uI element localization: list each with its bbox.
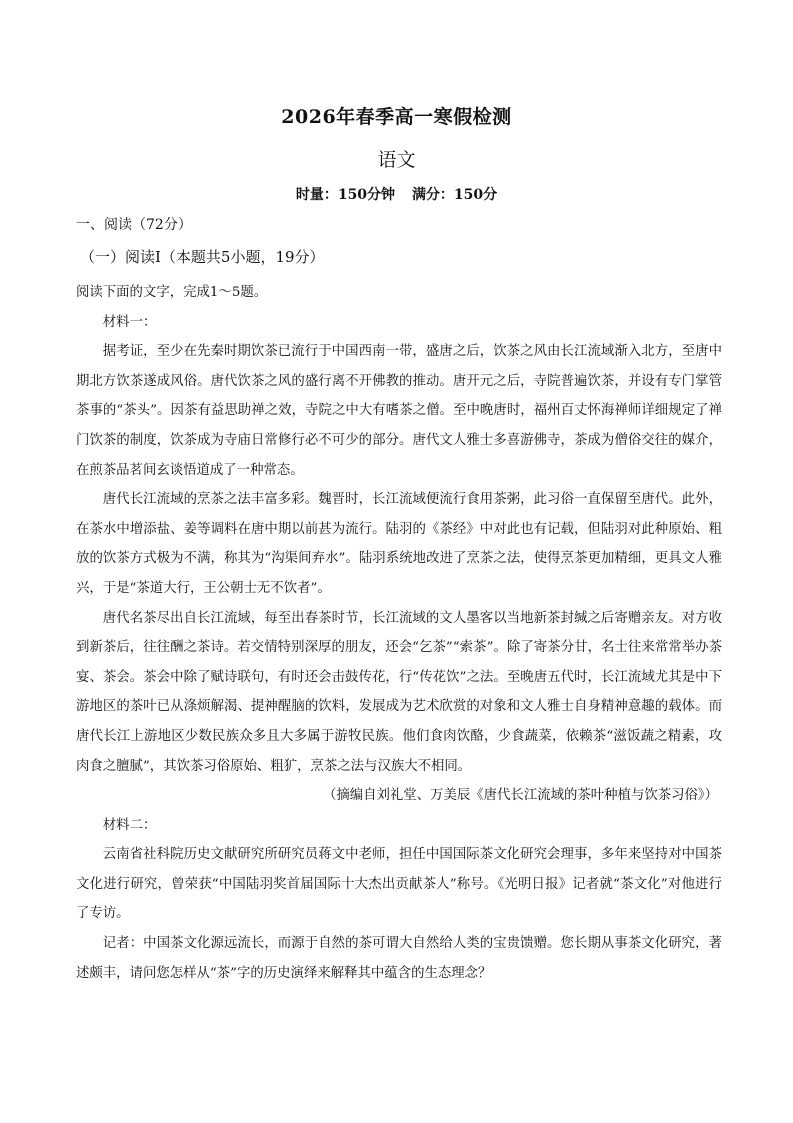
reading-instruction: 阅读下面的文字，完成1～5题。 xyxy=(76,285,268,300)
subsection-heading: （一）阅读Ⅰ（本题共5小题，19分） xyxy=(80,248,325,266)
material-paragraph: 据考证，至少在先秦时期饮茶已流行于中国西南一带，盛唐之后，饮茶之风由长江流域渐入北方，至唐中期北方饮茶遂成风俗。唐代饮茶之风的盛行离不开佛教的推动。唐开元之后，寺院普遍饮茶，并设有专门掌管茶事的“茶头”。因茶有益思助禅之效，寺院之中大有嗜茶之僧。至中晚唐时，福州百丈怀海禅师详细规定了禅门饮茶的制度，饮茶成为寺庙日常修行必不可少的部分。唐代文人雅士多喜游佛寺，茶成为僧俗交往的媒介，在煎茶品茗间玄谈悟道成了一种常态。 xyxy=(76,344,722,478)
material-paragraph: 唐代名茶尽出自长江流域，每至出春茶时节，长江流域的文人墨客以当地新茶封缄之后寄赠亲友。对方收到新茶后，往往酬之茶诗。若交情特别深厚的朋友，还会“乞茶”“索茶”。除了寄茶分甘，名士往来常常举办茶宴、茶会。茶会中除了赋诗联句，有时还会击鼓传花，行“传花饮”之法。至晚唐五代时，长江流域尤其是中下游地区的茶叶已从涤烦解渴、提神醒脑的饮料，发展成为艺术欣赏的对象和文人雅士自身精神意趣的载体。而唐代长江上游地区少数民族众多且大多属于游牧民族。他们食肉饮酪，少食蔬菜，依赖茶“滋饭蔬之精素，攻肉食之膻腻”，其饮茶习俗原始、粗犷，烹茶之法与汉族大不相同。 xyxy=(76,610,722,774)
subject-title: 语文 xyxy=(377,149,416,171)
material-source: （摘编自刘礼堂、万美辰《唐代长江流域的茶叶种植与饮茶习俗》） xyxy=(322,788,718,804)
material-label: 材料一： xyxy=(102,314,157,330)
exam-title: 2026年春季高一寒假检测 xyxy=(281,106,512,128)
material-label: 材料二： xyxy=(102,817,157,833)
material-paragraph: 唐代长江流域的烹茶之法丰富多彩。魏晋时，长江流域便流行食用茶粥，此习俗一直保留至唐代。此外，在茶水中增添盐、姜等调料在唐中期以前甚为流行。陆羽的《茶经》中对此也有记载，但陆羽对此种原始、粗放的饮茶方式极为不满，称其为“沟渠间弃水”。陆羽系统地改进了烹茶之法，使得烹茶更加精细，更具文人雅兴，于是“茶道大行，王公朝士无不饮者”。 xyxy=(76,492,722,596)
reading-passage xyxy=(76,278,722,988)
exam-time: 时量：150分钟 xyxy=(295,187,396,203)
section-heading: 一、阅读（72分） xyxy=(76,217,192,233)
material-paragraph: 云南省社科院历史文献研究所研究员蒋文中老师，担任中国国际茶文化研究会理事，多年来坚持对中国茶文化进行研究，曾荣获“中国陆羽奖首届国际十大杰出贡献茶人”称号。《光明日报》记者就“茶文化”对他进行了专访。 xyxy=(76,847,722,922)
exam-meta xyxy=(0,184,793,204)
exam-score: 满分：150分 xyxy=(411,187,498,203)
material-paragraph: 记者：中国茶文化源远流长，而源于自然的茶可谓大自然给人类的宝贵馈赠。您长期从事茶文化研究，著述颇丰，请问您怎样从“茶”字的历史演绎来解释其中蕴含的生态理念？ xyxy=(76,936,722,981)
